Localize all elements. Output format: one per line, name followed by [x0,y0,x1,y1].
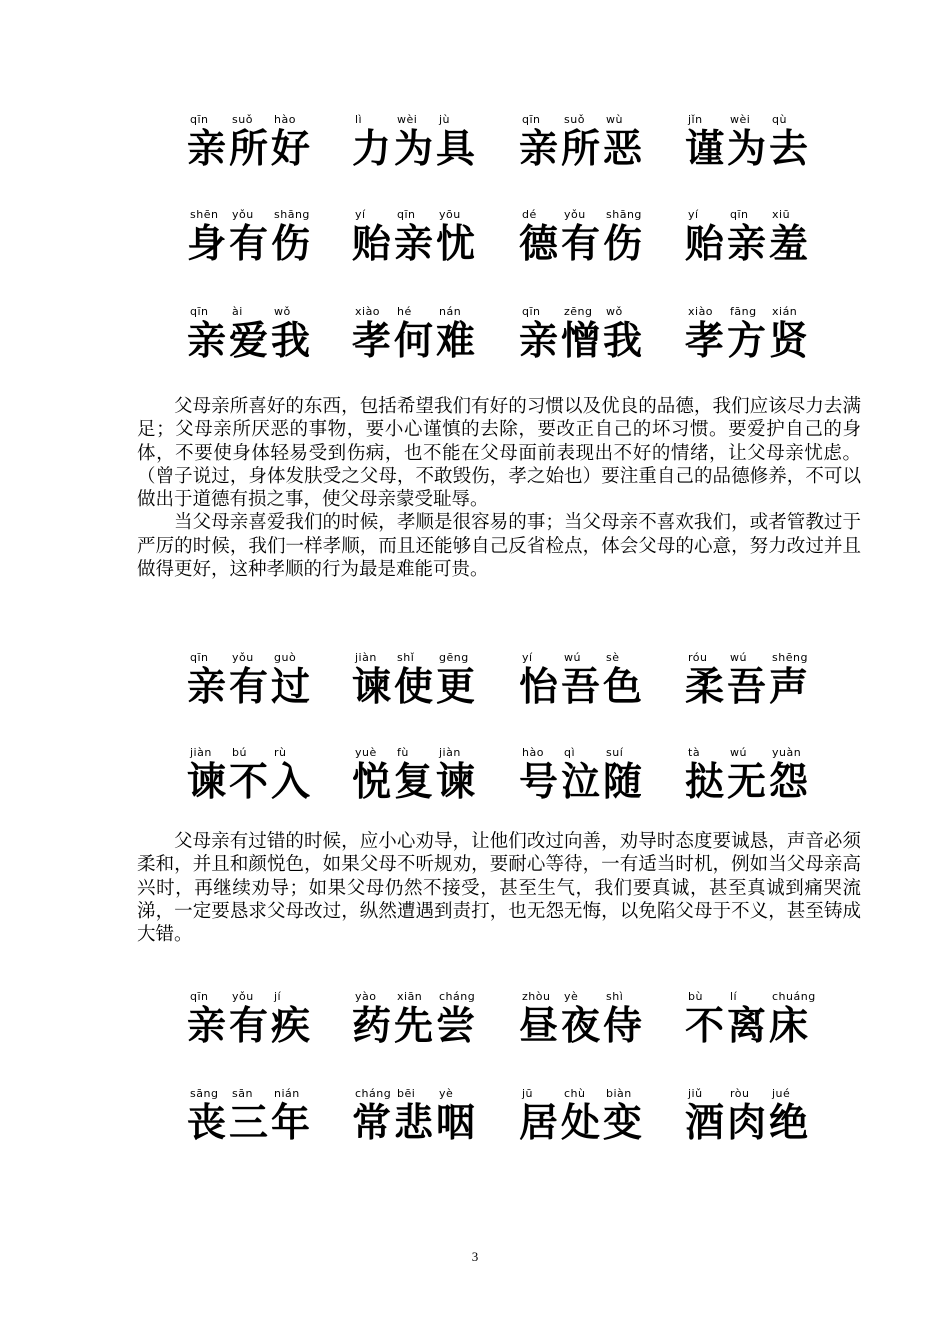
verse-phrase [352,305,492,385]
hanzi-character: 入 [271,759,313,805]
hanzi-character: 亲 [519,318,561,364]
pinyin-syllable: wú [730,746,747,759]
verse-phrase [187,651,327,731]
pinyin-syllable: yǒu [232,990,254,1003]
hanzi-character: 年 [271,1100,313,1146]
verse-phrase [519,746,659,826]
hanzi-character: 不 [685,1003,727,1049]
hanzi-character: 谏 [352,664,394,710]
pinyin-syllable: suí [606,746,624,759]
hanzi-character: 悲 [394,1100,436,1146]
hanzi-character: 憎 [561,318,603,364]
hanzi-character: 居 [519,1100,561,1146]
pinyin-syllable: yí [522,651,533,664]
verse-phrase [187,208,327,288]
hanzi-character: 谏 [436,759,478,805]
pinyin-syllable: yǒu [564,208,586,221]
pinyin-syllable: qīn [522,305,541,318]
hanzi-character: 方 [727,318,769,364]
pinyin-syllable: jù [439,113,451,126]
verse-phrase [352,651,492,731]
hanzi-character: 亲 [187,126,229,172]
pinyin-syllable: sān [232,1087,253,1100]
hanzi-line [187,758,327,806]
hanzi-character: 有 [229,1003,271,1049]
pinyin-syllable: jiàn [439,746,461,759]
hanzi-line [352,663,492,711]
pinyin-syllable: jū [522,1087,534,1100]
hanzi-character: 谨 [685,126,727,172]
hanzi-line [519,317,659,365]
pinyin-syllable: suǒ [232,113,253,126]
pinyin-syllable: qīn [522,113,541,126]
hanzi-line [519,663,659,711]
pinyin-syllable: shǐ [397,651,415,664]
pinyin-syllable: cháng [439,990,476,1003]
hanzi-character: 声 [769,664,811,710]
hanzi-character: 亲 [727,221,769,267]
explanation-paragraph-2 [137,830,861,946]
verse-phrase [685,990,825,1070]
verse-phrase [519,113,659,193]
pinyin-syllable: bēi [397,1087,416,1100]
pinyin-syllable: hào [522,746,544,759]
hanzi-character: 亲 [394,221,436,267]
hanzi-line [187,220,327,268]
hanzi-character: 复 [394,759,436,805]
hanzi-line [352,1099,492,1147]
pinyin-syllable: suǒ [564,113,585,126]
pinyin-syllable: wèi [730,113,751,126]
hanzi-character: 怨 [769,759,811,805]
pinyin-syllable: hào [274,113,296,126]
pinyin-syllable: bú [232,746,247,759]
hanzi-line [685,663,825,711]
pinyin-syllable: xiān [397,990,423,1003]
hanzi-character: 柔 [685,664,727,710]
hanzi-character: 亲 [519,126,561,172]
hanzi-character: 亲 [187,664,229,710]
hanzi-character: 丧 [187,1100,229,1146]
pinyin-syllable: guò [274,651,297,664]
pinyin-syllable: chù [564,1087,586,1100]
hanzi-character: 疾 [271,1003,313,1049]
pinyin-syllable: qīn [190,651,209,664]
verse-phrase [685,113,825,193]
hanzi-character: 常 [352,1100,394,1146]
hanzi-character: 处 [561,1100,603,1146]
hanzi-character: 侍 [603,1003,645,1049]
hanzi-character: 难 [436,318,478,364]
hanzi-character: 更 [436,664,478,710]
pinyin-syllable: qīn [190,990,209,1003]
hanzi-line [685,220,825,268]
hanzi-character: 贻 [685,221,727,267]
pinyin-syllable: yuàn [772,746,802,759]
hanzi-character: 去 [769,126,811,172]
hanzi-line [685,758,825,806]
pinyin-syllable: xiū [772,208,791,221]
pinyin-syllable: shēn [190,208,219,221]
pinyin-syllable: chuáng [772,990,816,1003]
hanzi-character: 号 [519,759,561,805]
hanzi-character: 亲 [187,318,229,364]
verse-phrase [187,113,327,193]
hanzi-character: 伤 [603,221,645,267]
pinyin-syllable: sè [606,651,620,664]
pinyin-syllable: fù [397,746,409,759]
pinyin-syllable: hé [397,305,412,318]
hanzi-line [187,1099,327,1147]
pinyin-syllable: fāng [730,305,757,318]
pinyin-syllable: ài [232,305,243,318]
hanzi-character: 酒 [685,1100,727,1146]
pinyin-syllable: wǒ [274,305,291,318]
hanzi-character: 伤 [271,221,313,267]
pinyin-syllable: xián [772,305,798,318]
pinyin-syllable: shāng [606,208,642,221]
hanzi-line [352,220,492,268]
pinyin-syllable: jí [274,990,282,1003]
verse-phrase [519,990,659,1070]
paragraph-text: 父母亲所喜好的东西，包括希望我们有好的习惯以及优良的品德，我们应该尽力去满足；父母亲所厌恶的事物，要小心谨慎的去除，要改正自己的坏习惯。要爱护自己的身体，不要使身体轻易受到伤病，也不能在父母面前表现出不好的情绪，让父母亲忧虑。（曾子说过，身体发肤受之父母，不敢毁伤，孝之始也）要注重自己的品德修养，不可以做出于道德有损之事，使父母亲蒙受耻辱。 [137,396,861,511]
verse-phrase [685,208,825,288]
pinyin-syllable: qīn [190,113,209,126]
hanzi-line [685,1099,825,1147]
hanzi-character: 孝 [352,318,394,364]
verse-phrase [187,746,327,826]
pinyin-syllable: qīn [730,208,749,221]
hanzi-character: 贻 [352,221,394,267]
verse-phrase [352,208,492,288]
hanzi-character: 好 [271,126,313,172]
explanation-paragraph-1 [137,395,861,581]
pinyin-syllable: zēng [564,305,593,318]
hanzi-line [519,220,659,268]
pinyin-syllable: biàn [606,1087,632,1100]
hanzi-character: 力 [352,126,394,172]
pinyin-syllable: dé [522,208,537,221]
pinyin-syllable: shēng [772,651,808,664]
pinyin-syllable: qīn [190,305,209,318]
hanzi-character: 为 [727,126,769,172]
pinyin-syllable: yè [439,1087,454,1100]
page-number: 3 [471,1249,479,1264]
hanzi-line [519,125,659,173]
verse-phrase [187,990,327,1070]
hanzi-line [685,125,825,173]
pinyin-syllable: zhòu [522,990,551,1003]
paragraph-text: 当父母亲喜爱我们的时候，孝顺是很容易的事；当父母亲不喜欢我们，或者管教过于严厉的时候，我们一样孝顺，而且还能够自己反省检点，体会父母的心意，努力改过并且做得更好，这种孝顺的行为最是难能可贵。 [137,512,861,581]
hanzi-line [352,317,492,365]
pinyin-syllable: gēng [439,651,469,664]
hanzi-line [352,758,492,806]
hanzi-character: 随 [603,759,645,805]
hanzi-line [519,758,659,806]
hanzi-character: 床 [769,1003,811,1049]
pinyin-syllable: yí [355,208,366,221]
pinyin-syllable: wú [564,651,581,664]
hanzi-character: 使 [394,664,436,710]
hanzi-character: 三 [229,1100,271,1146]
pinyin-syllable: wǒ [606,305,623,318]
pinyin-syllable: rù [274,746,287,759]
pinyin-syllable: wèi [397,113,418,126]
hanzi-character: 变 [603,1100,645,1146]
hanzi-character: 夜 [561,1003,603,1049]
verse-phrase [352,746,492,826]
hanzi-character: 有 [561,221,603,267]
pinyin-syllable: shì [606,990,624,1003]
hanzi-character: 德 [519,221,561,267]
pinyin-syllable: jué [772,1087,791,1100]
verse-phrase [187,1087,327,1167]
hanzi-character: 绝 [769,1100,811,1146]
hanzi-character: 贤 [769,318,811,364]
verse-phrase [519,208,659,288]
pinyin-syllable: lì [355,113,363,126]
verse-phrase [685,305,825,385]
hanzi-character: 先 [394,1003,436,1049]
pinyin-syllable: nián [274,1087,300,1100]
hanzi-character: 不 [229,759,271,805]
hanzi-character: 药 [352,1003,394,1049]
pinyin-syllable: yí [688,208,699,221]
hanzi-character: 所 [561,126,603,172]
pinyin-syllable: nán [439,305,462,318]
pinyin-syllable: qīn [397,208,416,221]
pinyin-syllable: shāng [274,208,310,221]
hanzi-character: 昼 [519,1003,561,1049]
pinyin-syllable: ròu [730,1087,750,1100]
pinyin-syllable: yuè [355,746,377,759]
hanzi-character: 咽 [436,1100,478,1146]
verse-phrase [519,651,659,731]
hanzi-character: 色 [603,664,645,710]
hanzi-character: 具 [436,126,478,172]
hanzi-character: 泣 [561,759,603,805]
hanzi-character: 离 [727,1003,769,1049]
pinyin-syllable: xiào [688,305,714,318]
verse-phrase [352,113,492,193]
pinyin-syllable: róu [688,651,708,664]
pinyin-syllable: jǐn [688,113,703,126]
hanzi-character: 所 [229,126,271,172]
verse-phrase [352,990,492,1070]
hanzi-character: 吾 [561,664,603,710]
pinyin-syllable: jiàn [190,746,212,759]
hanzi-line [352,1002,492,1050]
pinyin-syllable: sāng [190,1087,219,1100]
hanzi-character: 吾 [727,664,769,710]
hanzi-character: 过 [271,664,313,710]
pinyin-syllable: yǒu [232,208,254,221]
hanzi-line [187,317,327,365]
hanzi-character: 忧 [436,221,478,267]
pinyin-syllable: yōu [439,208,461,221]
hanzi-line [187,663,327,711]
hanzi-line [352,125,492,173]
verse-phrase [685,651,825,731]
hanzi-character: 为 [394,126,436,172]
hanzi-line [519,1099,659,1147]
pinyin-syllable: bù [688,990,703,1003]
pinyin-syllable: yào [355,990,377,1003]
hanzi-character: 孝 [685,318,727,364]
verse-phrase [685,1087,825,1167]
hanzi-character: 谏 [187,759,229,805]
hanzi-character: 尝 [436,1003,478,1049]
hanzi-character: 爱 [229,318,271,364]
verse-phrase [685,746,825,826]
hanzi-character: 肉 [727,1100,769,1146]
pinyin-syllable: xiào [355,305,381,318]
pinyin-syllable: tà [688,746,701,759]
pinyin-syllable: jiàn [355,651,377,664]
hanzi-character: 无 [727,759,769,805]
hanzi-character: 恶 [603,126,645,172]
hanzi-line [519,1002,659,1050]
hanzi-character: 何 [394,318,436,364]
hanzi-character: 身 [187,221,229,267]
hanzi-character: 我 [271,318,313,364]
hanzi-line [685,1002,825,1050]
hanzi-character: 有 [229,664,271,710]
verse-phrase [519,305,659,385]
pinyin-syllable: qù [772,113,787,126]
hanzi-character: 有 [229,221,271,267]
paragraph-text: 父母亲有过错的时候，应小心劝导，让他们改过向善，劝导时态度要诚恳，声音必须柔和，并且和颜悦色，如果父母不听规劝，要耐心等待，一有适当时机，例如当父母亲高兴时，再继续劝导；如果父母仍然不接受，甚至生气，我们要真诚，甚至真诚到痛哭流涕，一定要恳求父母改过，纵然遭遇到责打，也无怨无悔，以免陷父母于不义，甚至铸成大错。 [137,831,861,946]
verse-phrase [519,1087,659,1167]
hanzi-line [187,125,327,173]
hanzi-line [685,317,825,365]
hanzi-character: 怡 [519,664,561,710]
hanzi-character: 挞 [685,759,727,805]
hanzi-character: 悦 [352,759,394,805]
verse-phrase [352,1087,492,1167]
pinyin-syllable: lí [730,990,738,1003]
hanzi-line [187,1002,327,1050]
hanzi-character: 我 [603,318,645,364]
pinyin-syllable: jiǔ [688,1087,703,1100]
pinyin-syllable: cháng [355,1087,392,1100]
pinyin-syllable: yè [564,990,579,1003]
pinyin-syllable: wù [606,113,623,126]
pinyin-syllable: yǒu [232,651,254,664]
hanzi-character: 亲 [187,1003,229,1049]
verse-phrase [187,305,327,385]
hanzi-character: 羞 [769,221,811,267]
pinyin-syllable: wú [730,651,747,664]
pinyin-syllable: qì [564,746,576,759]
